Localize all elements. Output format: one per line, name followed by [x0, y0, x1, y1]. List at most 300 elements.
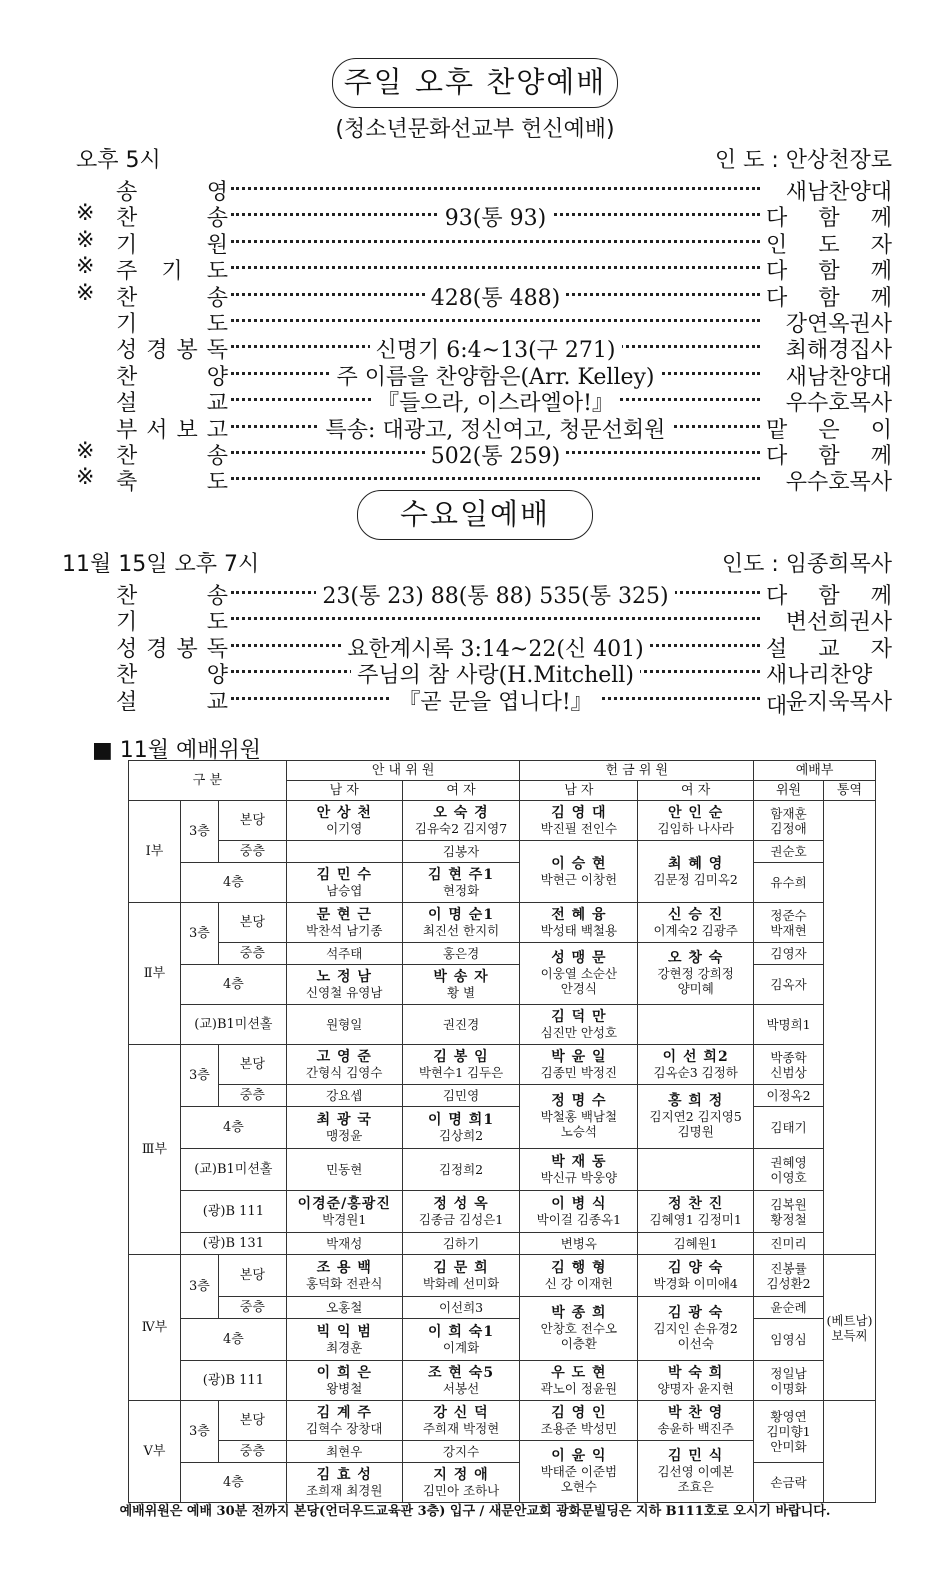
cell: 오현수	[560, 1479, 597, 1494]
hdr-trans: 통역	[823, 781, 875, 801]
cell: 박화례 선미화	[422, 1275, 500, 1291]
cell: 강요셉	[286, 1085, 402, 1107]
cell: 이 병 식	[551, 1195, 607, 1212]
order-person-part: 다	[766, 285, 788, 311]
order-person-text: 최해경집사	[785, 338, 892, 364]
cell: 왕병철	[326, 1380, 363, 1396]
order-row	[76, 632, 892, 662]
required-mark: ※	[76, 254, 95, 280]
order-content-text: 주 이름을 찬양함은(Arr. Kelley)	[330, 365, 660, 390]
hdr-male: 남 자	[286, 781, 402, 801]
order-content-text: 93(통 93)	[439, 206, 552, 231]
location-label: 중층	[218, 1441, 286, 1463]
cell: 이 희 숙1	[428, 1323, 495, 1340]
floor-label: 4층	[180, 863, 286, 903]
cell: 송윤하 백진주	[657, 1420, 734, 1436]
cell: 이기영	[326, 820, 363, 836]
order-row	[76, 201, 892, 232]
order-label-char: 도	[206, 470, 228, 496]
order-content-text: 신명기 6:4~13(구 271)	[370, 338, 622, 363]
cell: 이명화	[770, 1380, 807, 1396]
cell: 조희재 최경원	[306, 1482, 383, 1498]
cell: 신영철 유영남	[306, 984, 383, 1000]
order-label-char: 송	[206, 285, 228, 311]
cell: 이선숙	[677, 1336, 714, 1351]
cell: 박신규 박웅양	[540, 1169, 618, 1185]
order-row	[76, 175, 892, 205]
order-person-part: 께	[870, 584, 892, 609]
leader-dots	[231, 266, 760, 269]
cell: 김미향1	[766, 1424, 811, 1439]
cell: 우 도 현	[551, 1364, 607, 1381]
order-label-char: 찬	[116, 285, 138, 311]
cell: 박철홍 백남철	[540, 1109, 618, 1124]
cell: 빅 익 범	[316, 1323, 372, 1340]
order-row	[76, 360, 892, 390]
cell: 주희재 박정현	[422, 1420, 500, 1436]
floor-label: 4층	[180, 965, 286, 1005]
cell: 황정철	[770, 1211, 807, 1227]
order-person-part: 은	[818, 417, 840, 443]
cell: 양미혜	[677, 981, 714, 996]
location-label: 중층	[218, 943, 286, 965]
location-label: 중층	[218, 1085, 286, 1107]
location-label: 본당	[218, 1045, 286, 1085]
service2-header	[62, 547, 892, 578]
cell: 조효은	[677, 1479, 714, 1494]
cell: 박태준 이준범	[540, 1464, 618, 1479]
order-content-text: 『들으라, 이스라엘아!』	[371, 391, 620, 416]
cell: (베트남)	[826, 1312, 873, 1328]
order-person-part: 함	[818, 206, 840, 232]
order-person-part: 함	[818, 259, 840, 285]
cell: 김옥순3 김정하	[653, 1064, 738, 1080]
cell: 김 봉 임	[433, 1048, 489, 1065]
floor-label: 4층	[180, 1319, 286, 1361]
order-label-char: 서	[146, 417, 168, 443]
order-label-char: 봉	[176, 636, 198, 662]
cell: 김유숙2 김지영7	[414, 820, 508, 836]
cell: 김 효 성	[316, 1466, 372, 1483]
location-label: (광)B 131	[180, 1233, 286, 1255]
cell: 박 재 동	[551, 1153, 607, 1170]
cell: 오 창 숙	[668, 950, 724, 966]
cell: 이 명 순1	[428, 906, 495, 923]
order-row	[76, 579, 892, 609]
cell: 박 윤 일	[551, 1048, 607, 1065]
cell: 박 송 자	[433, 968, 489, 985]
location-label: 중층	[218, 841, 286, 863]
hdr-annae: 안 내 위 원	[286, 761, 520, 781]
hdr-role: 위원	[754, 781, 824, 801]
cell: 맹정윤	[326, 1127, 363, 1143]
hdr-male2: 남 자	[520, 781, 638, 801]
order-person-text: 새남찬양대	[785, 180, 892, 205]
cell: 현정화	[442, 882, 480, 898]
order-label-char: 영	[206, 180, 228, 205]
cell: 이웅열 소순산	[540, 966, 618, 981]
cell: 진미리	[754, 1233, 824, 1255]
cell: 이 희 은	[316, 1364, 372, 1381]
cell: 김혁수 장창대	[306, 1420, 383, 1436]
cell: 김문정 김미옥2	[653, 871, 738, 887]
order-label-char: 도	[206, 259, 228, 285]
location-label: 본당	[218, 801, 286, 841]
cell: 권순호	[754, 841, 824, 863]
order-label-char: 주	[116, 259, 138, 285]
order-person-part: 함	[818, 443, 840, 469]
cell: 박종학	[770, 1049, 807, 1065]
cell: 김선영 이예본	[657, 1464, 734, 1479]
cell: 김 영 인	[551, 1404, 607, 1421]
order-row	[76, 280, 892, 311]
order-label-char: 축	[116, 470, 138, 496]
order-label-char: 봉	[176, 338, 198, 364]
cell	[286, 841, 402, 863]
cell: 강현정 강희정	[657, 966, 734, 981]
cell: 김정애	[770, 820, 807, 836]
cell: 김종민 박정진	[540, 1064, 618, 1080]
cell: 손금락	[754, 1463, 824, 1503]
cell: 김옥자	[754, 965, 824, 1005]
cell: 안창호 전수오	[540, 1321, 618, 1336]
cell: 윤순례	[754, 1297, 824, 1319]
cell: 최경훈	[326, 1339, 363, 1355]
order-label-char: 기	[161, 259, 183, 285]
order-person-text: 우수호목사	[785, 391, 892, 417]
cell: 고 영 준	[316, 1048, 372, 1065]
cell: 김태기	[754, 1107, 824, 1149]
cell: 안 상 천	[316, 804, 372, 821]
cell: 민동현	[286, 1149, 402, 1191]
order-row	[76, 227, 892, 258]
service1-subtitle: (청소년문화선교부 헌신예배)	[335, 117, 615, 142]
cell: 김 영 대	[551, 804, 607, 821]
cell: 김혜영1 김정미1	[649, 1211, 742, 1227]
cell: 원형일	[286, 1005, 402, 1045]
order-row	[76, 605, 892, 636]
floor-label: 3층	[180, 903, 218, 965]
cell: 문 현 근	[316, 906, 372, 923]
service1-header	[76, 143, 892, 174]
order-label-char: 보	[176, 417, 198, 443]
cell: 권진경	[402, 1005, 520, 1045]
cell: 간형식 김영수	[306, 1064, 383, 1080]
order-person-part: 께	[870, 285, 892, 311]
order-content-text: 502(통 259)	[425, 444, 566, 469]
cell: 김영자	[754, 943, 824, 965]
location-label: (광)B 111	[180, 1361, 286, 1401]
order-row	[76, 438, 892, 469]
cell: 김 덕 만	[551, 1008, 607, 1025]
order-content-text: 23(통 23) 88(통 88) 535(통 325)	[316, 584, 674, 609]
order-label-char: 찬	[116, 663, 138, 689]
order-label-char: 원	[206, 232, 228, 258]
cell: 이 윤 익	[551, 1448, 607, 1464]
cell: 지 정 애	[433, 1466, 489, 1483]
leader-dots	[231, 240, 760, 243]
order-row	[76, 333, 892, 364]
order-content-text: 『곧 문을 엽니다!』	[392, 690, 598, 715]
cell: 김명원	[677, 1124, 714, 1139]
order-person-text: 변선희권사	[785, 610, 892, 636]
cell: 박진필 전인수	[540, 820, 618, 836]
cell: 정 명 수	[551, 1093, 607, 1109]
cell: 이정옥2	[754, 1085, 824, 1107]
cell: 박성태 백철용	[540, 922, 618, 938]
order-person-part: 께	[870, 206, 892, 232]
cell: 김 계 주	[316, 1404, 372, 1421]
cell: 박현근 이창헌	[540, 871, 618, 887]
location-label: 본당	[218, 1401, 286, 1441]
floor-label: 4층	[180, 1107, 286, 1149]
location-label: (광)B 111	[180, 1191, 286, 1233]
cell: 홍덕화 전관식	[306, 1275, 383, 1291]
cell: 김정희2	[402, 1149, 520, 1191]
cell: 성 맹 문	[551, 950, 607, 966]
cell: 박현수1 김두은	[418, 1064, 504, 1080]
cell: 정일남	[770, 1365, 807, 1381]
order-label-char: 독	[206, 338, 228, 364]
cell: 곽노이 정윤원	[540, 1380, 618, 1396]
service2-title: 수요일예배	[357, 490, 593, 540]
order-label-char: 교	[206, 689, 228, 715]
part-label: Ⅲ부	[129, 1045, 181, 1255]
order-person-part: 다	[766, 206, 788, 232]
order-person-part: 교	[818, 636, 840, 662]
cell: 홍은경	[402, 943, 520, 965]
cell: 김상희2	[438, 1127, 484, 1143]
order-person-part: 함	[818, 584, 840, 609]
order-label-char: 기	[116, 311, 138, 337]
order-label-char: 도	[206, 311, 228, 337]
cell: 김민영	[402, 1085, 520, 1107]
cell: 이 선 희2	[662, 1048, 729, 1065]
cell: 이계화	[442, 1339, 480, 1355]
cell: 김봉자	[402, 841, 520, 863]
part-label: Ⅳ부	[129, 1255, 181, 1401]
service1-leader: 인 도 : 안상천장로	[714, 148, 892, 173]
cell: 조 현 숙5	[428, 1364, 495, 1381]
cell: 최진선 한지히	[422, 922, 500, 938]
order-label-char: 경	[146, 636, 168, 662]
cell: 서봉선	[442, 1380, 480, 1396]
order-label-char: 송	[206, 443, 228, 469]
order-label-char: 송	[116, 180, 138, 205]
location-label: 본당	[218, 903, 286, 943]
cell: 박찬석 남기종	[306, 922, 383, 938]
cell: 신 강 이재헌	[544, 1275, 614, 1291]
leader-dots	[231, 477, 760, 480]
cell: 변병옥	[520, 1233, 638, 1255]
cell: 권혜영	[770, 1154, 807, 1170]
cell: 노 정 남	[316, 968, 372, 985]
order-label-char: 찬	[116, 584, 138, 609]
order-person-text: 우수호목사	[785, 470, 892, 496]
cell: 이계숙2 김광주	[653, 922, 738, 938]
required-mark: ※	[76, 438, 95, 464]
order-label-char: 독	[206, 636, 228, 662]
order-person-part: 다	[766, 259, 788, 285]
floor-label: 3층	[180, 1255, 218, 1319]
hdr-yebaebu: 예배부	[754, 761, 876, 781]
order-person-text: 강연옥권사	[785, 311, 892, 337]
cell: 정준수	[770, 907, 807, 923]
roster-table	[128, 760, 876, 1503]
cell: 유수희	[754, 863, 824, 903]
order-label-char: 찬	[116, 206, 138, 232]
cell: 박 숙 희	[668, 1364, 724, 1381]
cell: 최 광 국	[316, 1111, 372, 1128]
floor-label: 3층	[180, 801, 218, 863]
required-mark: ※	[76, 280, 95, 306]
order-person-part: 함	[818, 285, 840, 311]
order-person-text: 새남찬양대	[785, 364, 892, 390]
hdr-female2: 여 자	[638, 781, 754, 801]
service1-title: 주일 오후 찬양예배	[332, 58, 618, 108]
cell: 김혜원1	[638, 1233, 754, 1255]
hdr-heongeum: 헌 금 위 원	[520, 761, 754, 781]
cell: 황 별	[446, 984, 476, 1000]
order-label	[116, 465, 228, 496]
cell: 정 성 옥	[433, 1195, 489, 1212]
cell: 신범상	[770, 1064, 807, 1080]
order-content	[231, 685, 760, 716]
cell: 김 민 식	[668, 1448, 724, 1464]
cell: 박 찬 영	[668, 1404, 724, 1421]
order-person	[766, 685, 892, 716]
cell: 강 신 덕	[433, 1404, 489, 1421]
order-label-char: 송	[206, 206, 228, 232]
part-label: Ⅱ부	[129, 903, 181, 1045]
order-label-char: 부	[116, 417, 138, 443]
order-label-char: 기	[116, 232, 138, 258]
order-content-text: 주님의 참 사랑(H.Mitchell)	[351, 663, 640, 688]
order-label-char: 성	[116, 338, 138, 364]
order-row	[76, 307, 892, 337]
cell: 김복원	[770, 1196, 807, 1212]
order-label-char: 기	[116, 610, 138, 636]
order-label-char: 양	[206, 663, 228, 689]
part-label: Ⅴ부	[129, 1401, 181, 1503]
hdr-female: 여 자	[402, 781, 520, 801]
floor-label: 3층	[180, 1045, 218, 1107]
order-person-part: 께	[870, 443, 892, 469]
cell: 김 양 숙	[668, 1259, 724, 1276]
order-label-char: 성	[116, 636, 138, 662]
order-label-char: 설	[116, 689, 138, 715]
cell: 김지인 손유경2	[653, 1321, 738, 1336]
cell: 이경준/홍광진	[297, 1195, 391, 1212]
cell: 남승엽	[326, 882, 363, 898]
hdr-gubun: 구 분	[129, 761, 287, 801]
order-person-text: 새나리찬양대	[766, 663, 873, 720]
order-person-part: 께	[870, 259, 892, 285]
cell: 이층환	[560, 1336, 597, 1351]
cell: 이선희3	[402, 1297, 520, 1319]
order-row	[76, 413, 892, 443]
order-person-part: 자	[870, 232, 892, 258]
cell: 양명자 윤지현	[657, 1380, 734, 1396]
trans-empty	[823, 801, 875, 1255]
cell: 김민아 조하나	[422, 1482, 500, 1498]
order-row	[76, 254, 892, 285]
cell: 석주태	[286, 943, 402, 965]
cell: 홍 희 정	[668, 1093, 724, 1109]
location-label: 본당	[218, 1255, 286, 1297]
cell: 이영호	[770, 1169, 807, 1185]
order-person-part: 도	[818, 232, 840, 258]
cell: 조용준 박성민	[540, 1420, 618, 1436]
leader-dots	[231, 187, 760, 190]
required-mark: ※	[76, 465, 95, 491]
cell: 박재현	[770, 922, 807, 938]
order-person	[766, 465, 892, 496]
location-label: (교)B1미션홀	[180, 1005, 286, 1045]
order-person-part: 다	[766, 443, 788, 469]
cell: 진봉률	[770, 1260, 807, 1276]
cell: 박경화 이미애4	[653, 1275, 738, 1291]
order-content-text: 428(통 488)	[425, 286, 566, 311]
order-content-text: 특송: 대광고, 정신여고, 청문선회원	[320, 418, 672, 443]
cell: 박명희1	[754, 1005, 824, 1045]
floor-label: 3층	[180, 1401, 218, 1463]
trans-empty	[823, 1401, 875, 1503]
cell: 이 명 희1	[428, 1111, 495, 1128]
location-label: 중층	[218, 1297, 286, 1319]
order-label-char: 경	[146, 338, 168, 364]
order-label-char: 찬	[116, 364, 138, 390]
cell: 김 현 주1	[428, 866, 495, 883]
cell: 김 행 형	[551, 1259, 607, 1276]
order-label-char: 설	[116, 391, 138, 417]
order-person-part: 자	[870, 636, 892, 662]
order-person-part: 이	[870, 417, 892, 443]
order-person-text: 윤지욱목사	[785, 689, 892, 715]
order-person-part: 인	[766, 232, 788, 258]
cell: 김임하 나사라	[657, 820, 734, 836]
leader-dots	[231, 319, 760, 322]
cell	[638, 1149, 754, 1191]
leader-dots	[231, 617, 760, 620]
order-label-char: 교	[206, 391, 228, 417]
cell: 안미화	[770, 1439, 807, 1454]
cell: 최 혜 영	[668, 855, 724, 872]
cell: 김하기	[402, 1233, 520, 1255]
cell: 김종금 김성은1	[418, 1211, 504, 1227]
cell: 박이걸 김종옥1	[536, 1211, 622, 1227]
cell: 박경원1	[322, 1211, 367, 1227]
cell: 이 승 현	[551, 855, 607, 872]
cell: 김지연2 김지영5	[649, 1109, 742, 1124]
cell: 노승석	[560, 1124, 597, 1139]
required-mark: ※	[76, 201, 95, 227]
roster-heading: ■ 11월 예배위원	[92, 738, 262, 763]
cell: 안경식	[560, 981, 597, 996]
cell: 김성환2	[766, 1275, 811, 1291]
service1-time: 오후 5시	[76, 148, 161, 173]
cell: 임영심	[754, 1319, 824, 1361]
order-person-part: 다	[766, 584, 788, 609]
part-label: Ⅰ부	[129, 801, 181, 903]
service2-order	[76, 579, 892, 720]
order-row	[76, 386, 892, 417]
order-label-char: 찬	[116, 443, 138, 469]
cell: 안 인 순	[668, 804, 724, 821]
cell: 최현우	[286, 1441, 402, 1463]
cell: 조 용 백	[316, 1259, 372, 1276]
cell: 김 민 수	[316, 866, 372, 883]
